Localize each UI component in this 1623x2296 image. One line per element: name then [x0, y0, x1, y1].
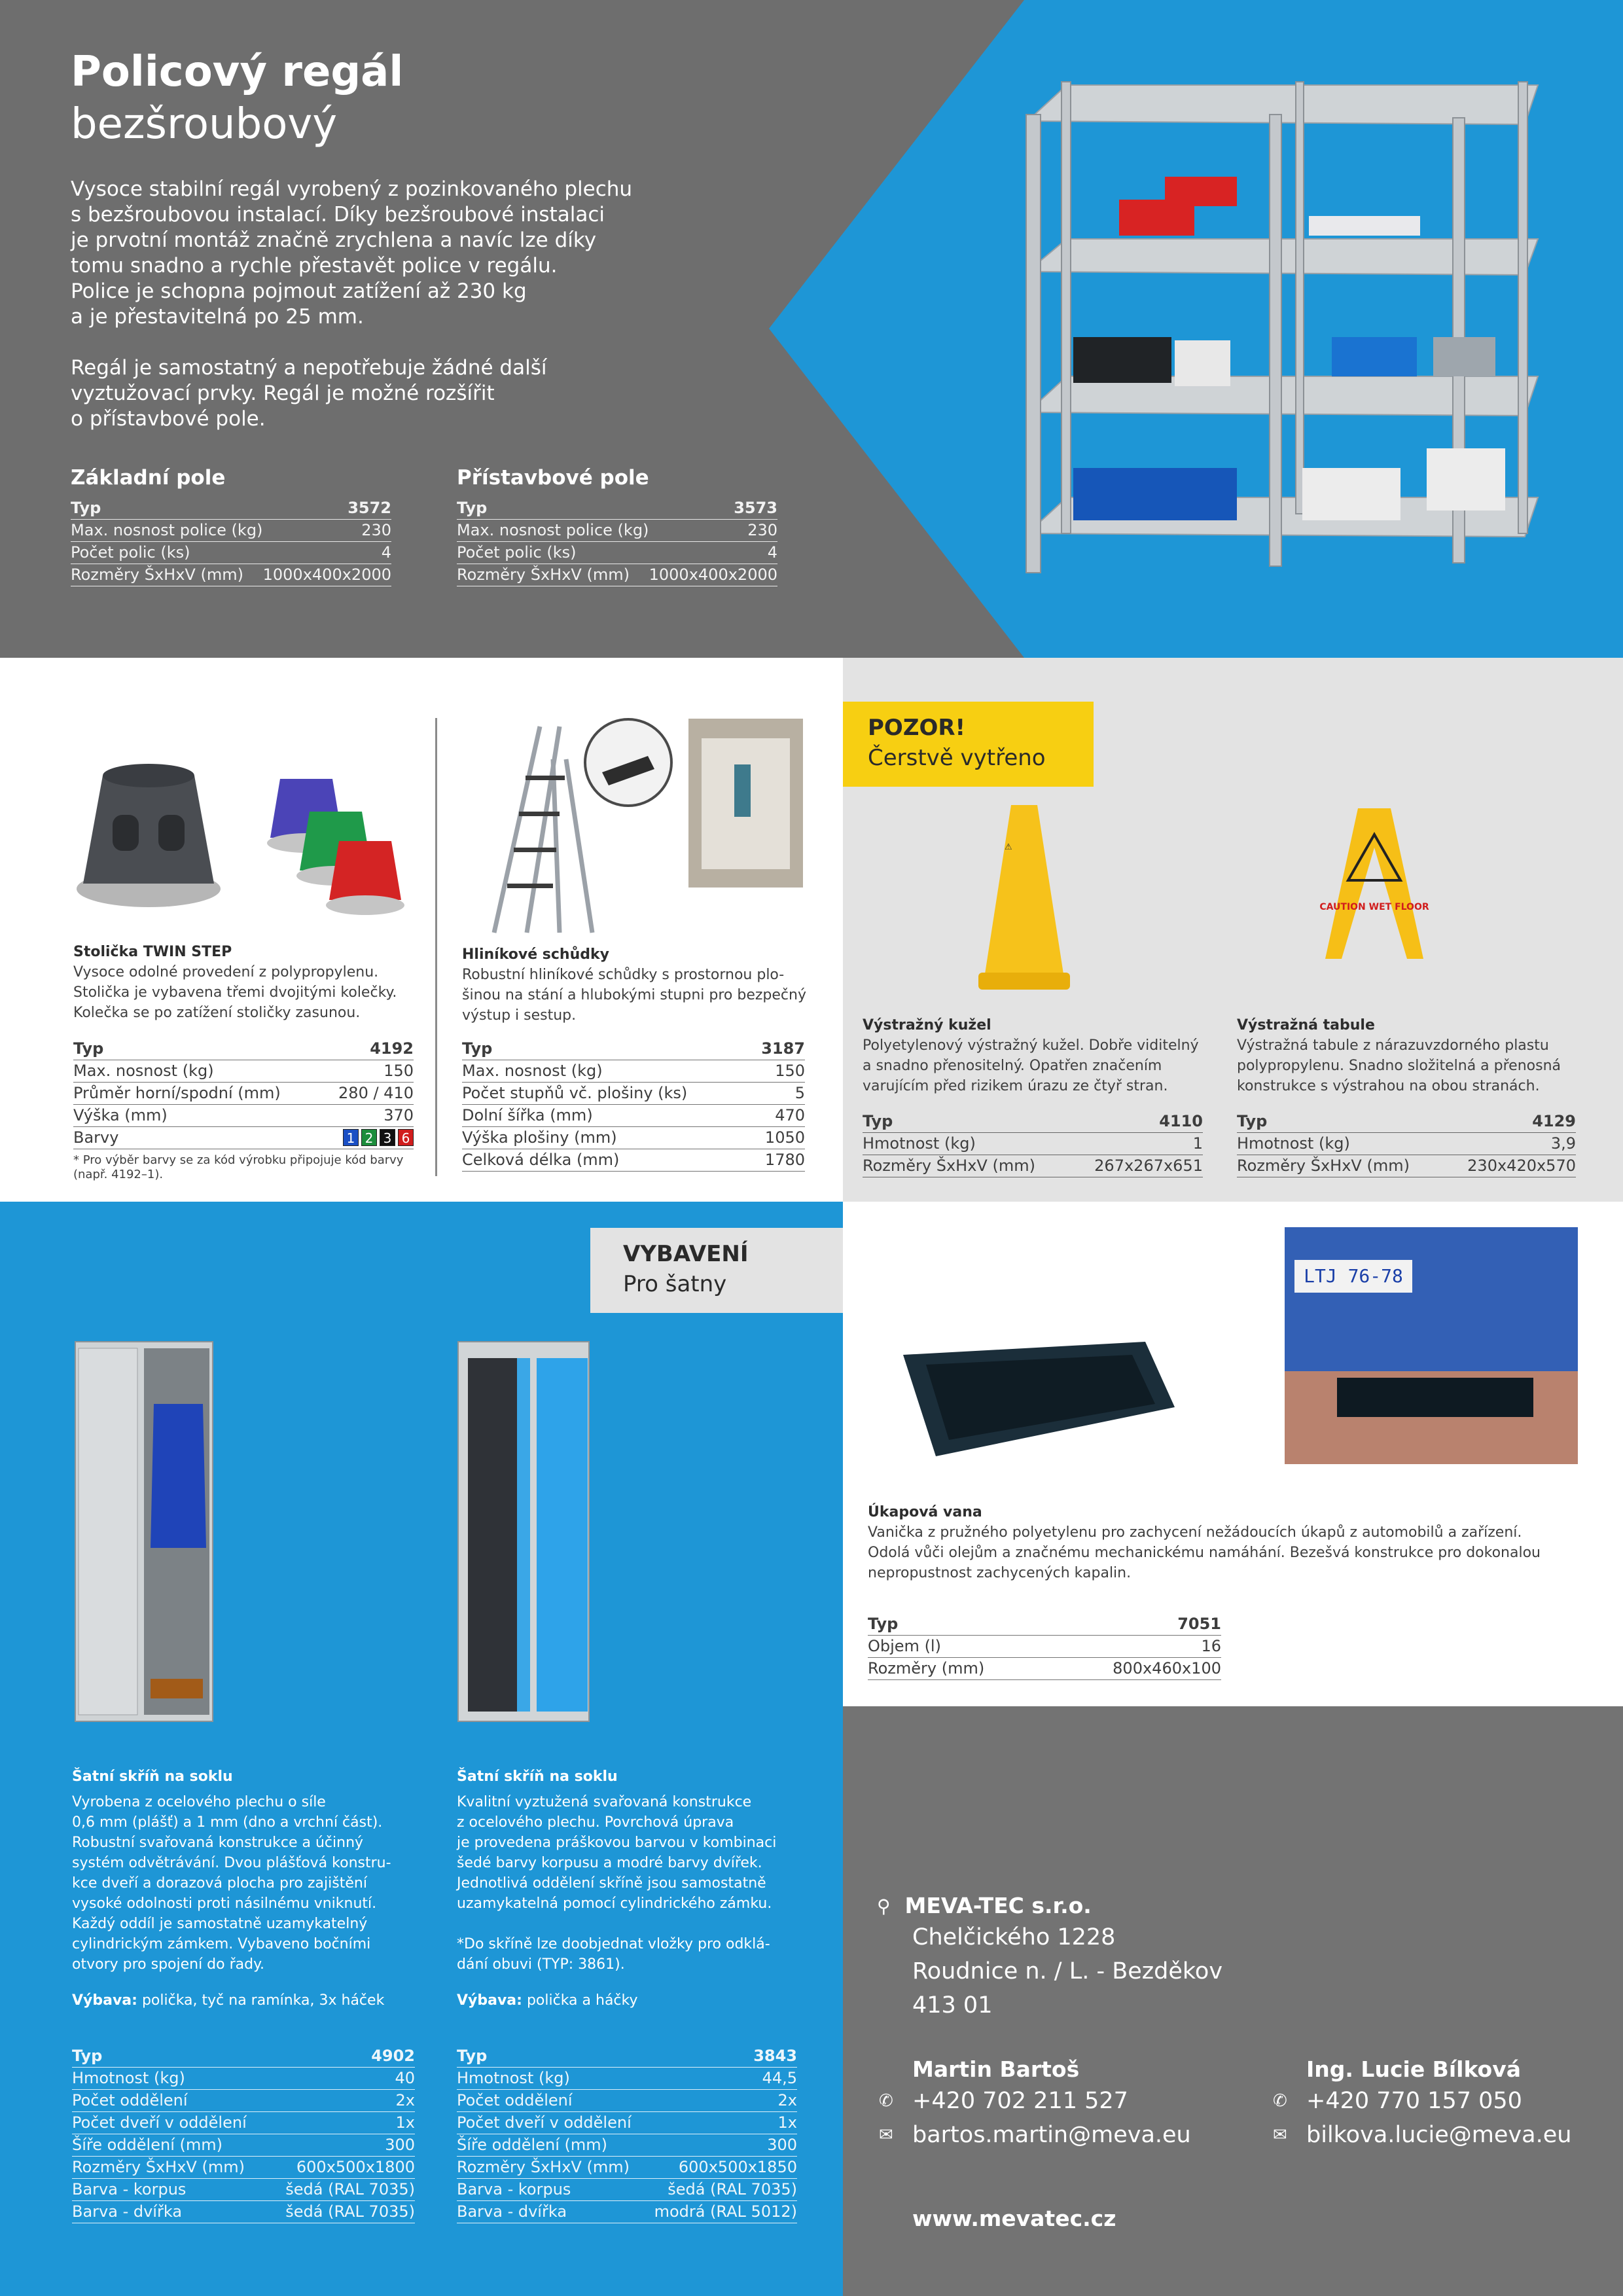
- row-value: 800x460x100: [1113, 1659, 1221, 1677]
- table-header-row: [72, 2045, 415, 2068]
- locker-grey-image: [72, 1338, 219, 1725]
- row-value: 16: [1201, 1637, 1221, 1655]
- company-city: Roudnice n. / L. - Bezděkov: [912, 1958, 1223, 1984]
- locker2-title: Šatní skříň na soklu: [457, 1768, 618, 1785]
- person1-name: Martin Bartoš: [912, 2056, 1080, 2082]
- locker1-info: [72, 1767, 438, 2011]
- row-value: šedá (RAL 7035): [285, 2202, 415, 2221]
- locker1-equipment: Výbava: polička, tyč na ramínka, 3x háček: [72, 1992, 385, 2009]
- phone-icon: ✆: [879, 2091, 893, 2111]
- row-value: 1: [1192, 1134, 1203, 1153]
- row-label: Počet oddělení: [72, 2091, 188, 2109]
- row-label: Typ: [73, 1039, 104, 1058]
- table-row: [72, 2068, 415, 2090]
- locker2-description: Kvalitní vyztužená svařovaná konstrukce z ocelového plechu. Povrchová úprava je provedena práškovou barvou v kombinaci šedé barvy korpusu a modré barvy dvířek. Jednotlivá oddělení skříně jsou samostatně uzamykatelná pomocí cylindrického zámku. *Do skříně lze doobjednat vložky pro odklá- dání obuvi (TYP: 3861).: [457, 1794, 777, 1973]
- ladder-table: [462, 1038, 805, 1172]
- addon-field-title: Přístavbové pole: [457, 466, 649, 490]
- row-label: Počet polic (ks): [71, 543, 190, 562]
- license-plate: LTJ 76-78: [1294, 1260, 1412, 1293]
- table-row: [462, 1105, 805, 1127]
- board-description: Výstražná tabule z nárazuvzdorného plastu polypropylenu. Snadno složitelná a přenosná konstrukce s výstrahou na obou stranách.: [1237, 1037, 1561, 1094]
- row-label: Typ: [863, 1112, 893, 1130]
- row-label: Šíře oddělení (mm): [457, 2136, 607, 2154]
- mail-icon: ✉: [879, 2125, 893, 2145]
- row-value: 4902: [371, 2047, 415, 2065]
- row-value: 7051: [1177, 1615, 1221, 1633]
- row-value: 5: [794, 1084, 805, 1102]
- row-label: Max. nosnost (kg): [73, 1062, 214, 1080]
- mail-icon: ✉: [1273, 2125, 1287, 2145]
- drip-tray-image: [897, 1329, 1178, 1466]
- row-label: Barva - korpus: [457, 2180, 571, 2198]
- table-row: [72, 2134, 415, 2157]
- caution-tag: [843, 702, 1094, 787]
- row-value: 1x: [777, 2113, 797, 2132]
- locker2-info: [457, 1767, 823, 2011]
- row-value: 1050: [764, 1128, 805, 1147]
- row-label: Dolní šířka (mm): [462, 1106, 593, 1124]
- ladder-description: Robustní hliníkové schůdky s prostornou plo- šinou na stání a hlubokými stupni pro bezpečný výstup i sestup.: [462, 967, 806, 1024]
- table-row: [72, 2090, 415, 2112]
- board-info: [1237, 1016, 1603, 1096]
- row-label: Max. nosnost police (kg): [457, 521, 649, 539]
- row-value: 44,5: [762, 2069, 797, 2087]
- cone-description: Polyetylenový výstražný kužel. Dobře viditelný a snadno přenositelný. Opatřen značením varujícím před rizikem úrazu ze čtyř stran.: [863, 1037, 1199, 1094]
- table-header-row: [462, 1038, 805, 1060]
- row-value: šedá (RAL 7035): [668, 2180, 797, 2198]
- stool-description: Vysoce odolné provedení z polypropylenu. Stolička je vybavena třemi dvojitými kolečky. Kolečka se po zatížení stoličky zasunou.: [73, 964, 397, 1021]
- table-row: [457, 2068, 797, 2090]
- table-row: [457, 542, 777, 564]
- row-label: Rozměry ŠxHxV (mm): [457, 2158, 630, 2176]
- row-value: 230x420x570: [1467, 1157, 1576, 1175]
- ladder-usage-photo: [688, 719, 803, 888]
- row-value: 1000x400x2000: [649, 565, 777, 584]
- row-label: Počet dveří v oddělení: [72, 2113, 247, 2132]
- row-value: šedá (RAL 7035): [285, 2180, 415, 2198]
- locker1-title: Šatní skříň na soklu: [72, 1768, 233, 1785]
- table-header-row: [71, 497, 391, 520]
- row-label: Max. nosnost (kg): [462, 1062, 603, 1080]
- row-label: Výška plošiny (mm): [462, 1128, 617, 1147]
- row-label: Šíře oddělení (mm): [72, 2136, 223, 2154]
- website-link[interactable]: www.mevatec.cz: [912, 2206, 1116, 2231]
- row-label: Rozměry (mm): [868, 1659, 985, 1677]
- row-label: Hmotnost (kg): [863, 1134, 976, 1153]
- table-row: [1237, 1133, 1576, 1155]
- color-swatch: 1: [343, 1129, 359, 1146]
- basic-field-table: [71, 497, 391, 586]
- table-header-row: [863, 1111, 1203, 1133]
- table-row: [457, 2157, 797, 2179]
- row-value: 300: [385, 2136, 415, 2154]
- table-header-row: [457, 497, 777, 520]
- row-label: Počet dveří v oddělení: [457, 2113, 632, 2132]
- divider: [435, 718, 437, 1176]
- table-row: [71, 542, 391, 564]
- table-row: [457, 2201, 797, 2223]
- table-row: [73, 1127, 414, 1149]
- table-row: [863, 1155, 1203, 1177]
- row-label: Typ: [1237, 1112, 1268, 1130]
- table-row: [72, 2112, 415, 2134]
- row-value: 230: [747, 521, 777, 539]
- row-value: 4: [381, 543, 391, 562]
- board-table: [1237, 1111, 1576, 1177]
- person1-phone[interactable]: +420 702 211 527: [912, 2088, 1128, 2114]
- table-header-row: [73, 1038, 414, 1060]
- table-row: [71, 564, 391, 586]
- row-label: Rozměry ŠxHxV (mm): [863, 1157, 1035, 1175]
- stool-color-note: * Pro výběr barvy se za kód výrobku připojuje kód barvy (např. 4192–1).: [73, 1153, 404, 1181]
- caution-tag-bold: POZOR!: [868, 715, 966, 741]
- row-label: Počet stupňů vč. plošiny (ks): [462, 1084, 688, 1102]
- row-value: 3573: [734, 499, 777, 517]
- table-row: [462, 1149, 805, 1172]
- tray-info: [868, 1503, 1607, 1583]
- addon-field-table: [457, 497, 777, 586]
- company-name: MEVA-TEC s.r.o.: [904, 1893, 1092, 1918]
- table-row: [868, 1658, 1221, 1680]
- row-value: 4: [767, 543, 777, 562]
- row-value: 3,9: [1550, 1134, 1576, 1153]
- table-row: [73, 1083, 414, 1105]
- table-row: [1237, 1155, 1576, 1177]
- locker1-table: [72, 2045, 415, 2223]
- row-label: Počet polic (ks): [457, 543, 577, 562]
- person2-phone[interactable]: +420 770 157 050: [1306, 2088, 1522, 2114]
- row-value: 230: [361, 521, 391, 539]
- locker2-equipment: Výbava: polička a háčky: [457, 1992, 638, 2009]
- drip-tray-car-photo: [1285, 1227, 1578, 1464]
- ladder-info: [462, 945, 829, 1026]
- person2-email[interactable]: bilkova.lucie@meva.eu: [1306, 2122, 1572, 2148]
- row-value: 600x500x1850: [678, 2158, 797, 2176]
- locker-blue-image: [455, 1338, 596, 1725]
- tray-title: Úkapová vana: [868, 1504, 982, 1520]
- locker-tag: [590, 1228, 843, 1313]
- row-value: 2x: [777, 2091, 797, 2109]
- row-value: 2x: [395, 2091, 415, 2109]
- table-row: [457, 2112, 797, 2134]
- hero-subtitle: bezšroubový: [71, 100, 338, 149]
- row-label: Typ: [71, 499, 101, 517]
- cone-info: [863, 1016, 1216, 1096]
- row-value: 4192: [370, 1039, 414, 1058]
- cone-label-text: ⚠: [1005, 842, 1012, 852]
- row-label: Rozměry ŠxHxV (mm): [457, 565, 630, 584]
- contact-address: [877, 1892, 1222, 2022]
- row-value: 1x: [395, 2113, 415, 2132]
- table-header-row: [457, 2045, 797, 2068]
- locker-tag-normal: Pro šatny: [623, 1271, 727, 1297]
- company-zip: 413 01: [912, 1992, 993, 2018]
- locker2-table: [457, 2045, 797, 2223]
- row-label: Barva - dvířka: [457, 2202, 567, 2221]
- row-value: 267x267x651: [1094, 1157, 1203, 1175]
- person1-email[interactable]: bartos.martin@meva.eu: [912, 2122, 1191, 2148]
- stool-info: [73, 942, 440, 1023]
- hero-description: Vysoce stabilní regál vyrobený z pozinkovaného plechu s bezšroubovou instalací. Díky bezšroubové instalaci je prvotní montáž značně zrychlena a navíc lze díky tomu snadno a rychle přestavět police v regálu. Police je schopna pojmout zatížení až 230 kg a je přestavitelná po 25 mm. Regál je samostatný a nepotřebuje žádné další vyztužovací prvky. Regál je možné rozšířit o přístavbové pole.: [71, 177, 633, 431]
- stool-colors-image: [260, 759, 418, 923]
- table-row: [457, 564, 777, 586]
- table-row: [72, 2157, 415, 2179]
- row-label: Rozměry ŠxHxV (mm): [72, 2158, 245, 2176]
- table-row: [462, 1083, 805, 1105]
- board-title: Výstražná tabule: [1237, 1017, 1375, 1033]
- color-swatch: 2: [361, 1129, 377, 1146]
- row-label: Typ: [868, 1615, 899, 1633]
- phone-icon: ✆: [1273, 2091, 1287, 2111]
- person2-name: Ing. Lucie Bílková: [1306, 2056, 1521, 2082]
- table-row: [457, 2134, 797, 2157]
- row-label: Počet oddělení: [457, 2091, 573, 2109]
- warning-board-image: [1309, 802, 1440, 965]
- contact-person2: [1273, 2055, 1571, 2152]
- row-label: Barvy: [73, 1128, 119, 1147]
- locker1-description: Vyrobena z ocelového plechu o síle 0,6 mm (plášť) a 1 mm (dno a vrchní část). Robustní svařovaná konstrukce a účinný systém odvětrávání. Dvou plášťová konstru- kce dveří a dorazová plocha pro zajištění vysoké odolnosti proti násilnému vniknutí. Každý oddíl je samostatně uzamykatelný cylindrickým zámkem. Vybaveno bočními otvory pro spojení do řady.: [72, 1794, 391, 1973]
- row-value: 4110: [1159, 1112, 1203, 1130]
- color-swatch: 3: [380, 1129, 395, 1146]
- row-value: 1780: [764, 1151, 805, 1169]
- ladder-image: [481, 720, 599, 936]
- row-label: Max. nosnost police (kg): [71, 521, 263, 539]
- row-label: Barva - korpus: [72, 2180, 187, 2198]
- row-value: modrá (RAL 5012): [654, 2202, 797, 2221]
- table-header-row: [868, 1613, 1221, 1636]
- table-row: [73, 1060, 414, 1083]
- location-pin-icon: ⚲: [877, 1895, 891, 1917]
- table-row: [863, 1133, 1203, 1155]
- table-row: [462, 1060, 805, 1083]
- row-label: Rozměry ŠxHxV (mm): [71, 565, 243, 584]
- row-label: Rozměry ŠxHxV (mm): [1237, 1157, 1410, 1175]
- row-value: 4129: [1532, 1112, 1576, 1130]
- row-label: Typ: [462, 1039, 493, 1058]
- row-value: 3187: [761, 1039, 805, 1058]
- row-label: Průměr horní/spodní (mm): [73, 1084, 281, 1102]
- row-value: 280 / 410: [338, 1084, 414, 1102]
- row-label: Objem (l): [868, 1637, 941, 1655]
- table-row: [72, 2179, 415, 2201]
- row-label: Typ: [457, 499, 488, 517]
- stool-title: Stolička TWIN STEP: [73, 944, 232, 960]
- stool-grey-image: [73, 753, 224, 910]
- row-label: Výška (mm): [73, 1106, 168, 1124]
- cone-table: [863, 1111, 1203, 1177]
- table-row: [457, 520, 777, 542]
- stool-table: [73, 1038, 414, 1149]
- table-row: [457, 2090, 797, 2112]
- contact-person1: [879, 2055, 1191, 2152]
- row-value: 300: [767, 2136, 797, 2154]
- row-value: 3572: [348, 499, 391, 517]
- table-row: [462, 1127, 805, 1149]
- tray-description: Vanička z pružného polyetylenu pro zachycení nežádoucích úkapů z automobilů a zařízení. Odolá vůči olejům a značnému mechanickému namáhání. Bezešvá konstrukce pro dokonalou nepropustnost zachycených kapalin.: [868, 1524, 1541, 1581]
- ladder-step-detail-image: [582, 717, 674, 808]
- table-row: [71, 520, 391, 542]
- shelving-rack-image: [1021, 62, 1571, 579]
- basic-field-title: Základní pole: [71, 466, 226, 490]
- row-value: 3843: [753, 2047, 797, 2065]
- company-street: Chelčického 1228: [912, 1924, 1116, 1950]
- row-value: 600x500x1800: [296, 2158, 415, 2176]
- color-swatch: 6: [398, 1129, 414, 1146]
- row-label: Hmotnost (kg): [457, 2069, 570, 2087]
- row-value: 1000x400x2000: [262, 565, 391, 584]
- hero-title: Policový regál: [71, 48, 404, 96]
- board-label-text: CAUTION WET FLOOR: [1319, 902, 1429, 912]
- tray-table: [868, 1613, 1221, 1680]
- ladder-title: Hliníkové schůdky: [462, 946, 609, 963]
- warning-cone-image: [975, 797, 1073, 994]
- table-header-row: [1237, 1111, 1576, 1133]
- row-label: Hmotnost (kg): [72, 2069, 185, 2087]
- row-value: 150: [383, 1062, 414, 1080]
- row-value: 150: [775, 1062, 805, 1080]
- row-label: Typ: [72, 2047, 103, 2065]
- row-label: Hmotnost (kg): [1237, 1134, 1350, 1153]
- table-row: [73, 1105, 414, 1127]
- caution-tag-normal: Čerstvě vytřeno: [868, 745, 1046, 771]
- table-row: [868, 1636, 1221, 1658]
- row-label: Celková délka (mm): [462, 1151, 620, 1169]
- table-row: [72, 2201, 415, 2223]
- row-value: 370: [383, 1106, 414, 1124]
- row-value: [340, 1127, 414, 1149]
- cone-title: Výstražný kužel: [863, 1017, 991, 1033]
- row-value: 470: [775, 1106, 805, 1124]
- locker-tag-bold: VYBAVENÍ: [623, 1241, 749, 1267]
- row-label: Barva - dvířka: [72, 2202, 183, 2221]
- row-label: Typ: [457, 2047, 488, 2065]
- row-value: 40: [395, 2069, 415, 2087]
- table-row: [457, 2179, 797, 2201]
